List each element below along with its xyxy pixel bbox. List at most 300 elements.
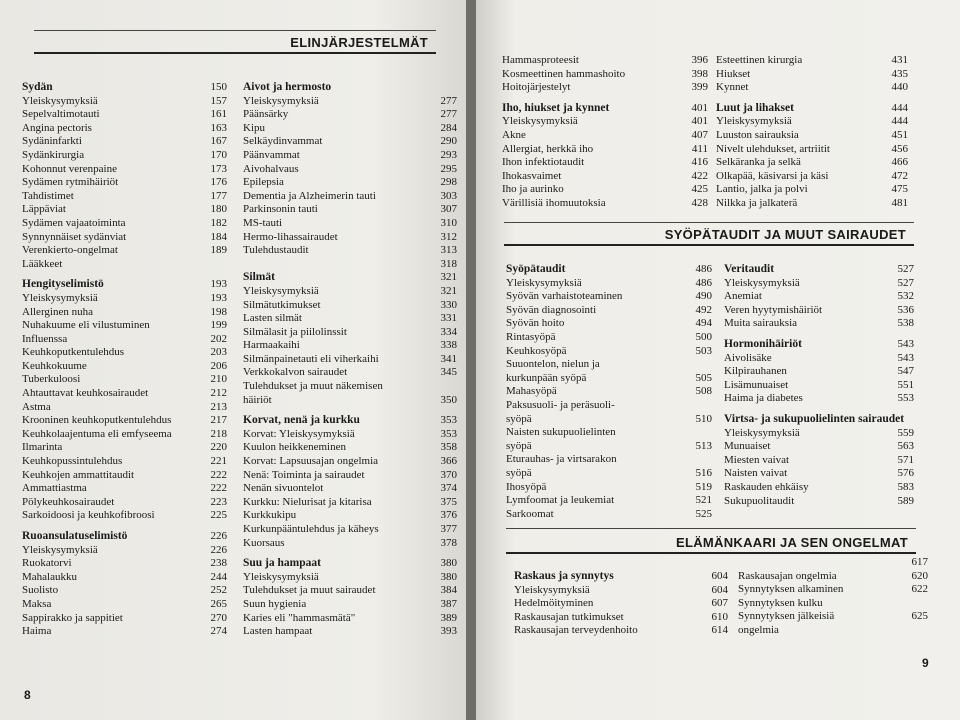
header-rule-top: [34, 30, 436, 31]
toc-entry: [724, 352, 914, 366]
toc-entry: [724, 454, 914, 468]
toc-column-right-top-1: [502, 54, 708, 211]
left-page: [0, 0, 468, 720]
entry-page-number: 331: [440, 312, 457, 325]
entry-label: Sepelvaltimotauti: [22, 108, 100, 121]
entry-page-number: 310: [440, 216, 457, 229]
spacer: [502, 95, 708, 102]
entry-label: Aivot ja hermosto: [243, 81, 332, 93]
entry-page-number: 440: [891, 81, 908, 94]
entry-label: Keuhkojen ammattitaudit: [22, 468, 135, 481]
toc-entry: [502, 156, 708, 170]
toc-entry: [514, 611, 728, 625]
toc-column-left-1: [22, 81, 227, 639]
entry-page-number: 199: [210, 319, 227, 332]
spacer: [243, 407, 457, 414]
entry-label: Harmaakaihi: [243, 339, 300, 352]
toc-entry: [243, 441, 457, 455]
entry-label: Karies eli "hammasmätä": [243, 611, 356, 624]
entry-page-number: 193: [210, 291, 227, 304]
entry-page-number: 604: [711, 583, 728, 596]
spacer: [22, 523, 227, 530]
entry-label: Keuhkoputkentulehdus: [22, 346, 125, 359]
toc-entry: [243, 244, 457, 258]
toc-entry: [724, 379, 914, 393]
toc-entry: [506, 481, 712, 495]
entry-label: Synnytyksen alkaminen: [738, 583, 844, 596]
toc-entry: [22, 306, 227, 320]
toc-column-cancer-2: [724, 263, 914, 508]
entry-page-number: 378: [440, 536, 457, 549]
toc-entry: [22, 469, 227, 483]
toc-entry: [22, 557, 227, 571]
toc-section-heading: [724, 263, 914, 277]
entry-page-number: 387: [440, 597, 457, 610]
entry-page-number: 532: [897, 290, 914, 303]
toc-entry: [243, 584, 457, 598]
toc-section-heading: [502, 102, 708, 116]
entry-page-number: [451, 380, 457, 394]
entry-label: Aivohalvaus: [243, 162, 299, 175]
toc-entry: [22, 571, 227, 585]
entry-page-number: 411: [691, 142, 708, 155]
entry-page-number: 519: [695, 480, 712, 493]
entry-page-number: 444: [891, 115, 908, 128]
toc-entry: [243, 380, 457, 394]
entry-label: Lisämunuaiset: [724, 378, 789, 391]
entry-label: Korvat, nenä ja kurkku: [243, 414, 360, 427]
entry-page-number: 218: [210, 427, 227, 440]
entry-page-number: 167: [210, 135, 227, 148]
entry-label: Nenä: Toiminta ja sairaudet: [243, 468, 365, 481]
entry-page-number: 508: [695, 385, 712, 398]
entry-label: Päänsärky: [243, 108, 289, 121]
toc-entry: [243, 469, 457, 483]
entry-label: kurkunpään syöpä: [506, 371, 587, 384]
entry-label: Lääkkeet: [22, 257, 63, 270]
toc-entry: [502, 68, 708, 82]
entry-page-number: 399: [691, 81, 708, 94]
entry-label: Veritaudit: [724, 263, 775, 275]
toc-entry: [243, 394, 457, 408]
entry-page-number: 298: [440, 176, 457, 189]
entry-page-number: 475: [891, 183, 908, 196]
entry-label: Suun hygienia: [243, 597, 307, 610]
toc-entry: [243, 203, 457, 217]
toc-entry: [724, 317, 914, 331]
entry-label: Luut ja lihakset: [716, 101, 794, 114]
entry-label: Silmätutkimukset: [243, 298, 321, 311]
entry-page-number: 396: [691, 54, 708, 66]
entry-label: Tulehdustaudit: [243, 244, 309, 257]
toc-entry: [243, 353, 457, 367]
entry-label: Mahalaukku: [22, 570, 77, 583]
entry-label: Yleiskysymyksiä: [502, 115, 578, 128]
entry-label: Korvat: Yleiskysymyksiä: [243, 427, 355, 440]
toc-entry: [716, 183, 908, 197]
toc-entry: [506, 440, 712, 454]
toc-entry: [22, 387, 227, 401]
entry-label: Yleiskysymyksiä: [243, 570, 319, 583]
toc-entry: [243, 176, 457, 190]
toc-entry: [738, 583, 928, 597]
entry-label: Keuhkolaajentuma eli emfyseema: [22, 427, 172, 440]
entry-page-number: 492: [695, 303, 712, 316]
toc-entry: [243, 625, 457, 639]
toc-entry: [22, 346, 227, 360]
entry-page-number: 472: [891, 169, 908, 182]
entry-label: Haima ja diabetes: [724, 392, 803, 405]
toc-entry: [22, 108, 227, 122]
entry-page-number: 177: [210, 189, 227, 202]
toc-entry: [243, 95, 457, 109]
toc-section-heading: [724, 413, 914, 427]
entry-label: Raskauden ehkäisy: [724, 480, 809, 493]
toc-entry: [22, 292, 227, 306]
toc-entry: [243, 217, 457, 231]
entry-label: Kohonnut verenpaine: [22, 162, 117, 175]
entry-page-number: 625: [911, 610, 928, 623]
toc-entry: [506, 385, 712, 399]
entry-page-number: 617: [911, 556, 928, 568]
entry-page-number: [922, 624, 928, 638]
entry-page-number: 290: [440, 135, 457, 148]
entry-label: Raskausajan terveydenhoito: [514, 624, 638, 637]
toc-entry: [506, 317, 712, 331]
entry-page-number: 583: [897, 480, 914, 493]
entry-label: Ihosyöpä: [506, 480, 547, 493]
entry-label: Lasten silmät: [243, 312, 302, 325]
entry-label: Lymfoomat ja leukemiat: [506, 494, 615, 507]
entry-page-number: 384: [440, 584, 457, 597]
entry-label: Verkkokalvon sairaudet: [243, 366, 348, 379]
entry-label: Tulehdukset ja muut näkemisen: [243, 380, 383, 393]
toc-entry: [243, 190, 457, 204]
entry-label: Yleiskysymyksiä: [243, 94, 319, 107]
toc-entry: [22, 333, 227, 347]
entry-page-number: [706, 399, 712, 413]
toc-entry: [22, 258, 227, 272]
entry-page-number: 284: [440, 121, 457, 134]
section-header-organ-systems: [34, 30, 436, 54]
entry-page-number: 620: [911, 569, 928, 582]
entry-label: Kurkku: Nielurisat ja kitarisa: [243, 495, 372, 508]
entry-page-number: 212: [210, 387, 227, 400]
entry-label: Yleiskysymyksiä: [22, 543, 98, 556]
entry-label: Naisten sukupuolielinten: [506, 426, 616, 439]
entry-label: Sarkoomat: [506, 507, 554, 520]
entry-page-number: 393: [440, 625, 457, 638]
toc-entry: [724, 440, 914, 454]
toc-entry: [724, 481, 914, 495]
entry-page-number: 252: [210, 584, 227, 597]
entry-label: Ihokasvaimet: [502, 169, 562, 182]
entry-page-number: 401: [691, 115, 708, 128]
entry-page-number: 198: [210, 305, 227, 318]
entry-label: Parkinsonin tauti: [243, 203, 318, 216]
entry-page-number: 614: [711, 624, 728, 637]
entry-page-number: 358: [440, 441, 457, 454]
entry-page-number: [451, 81, 457, 95]
toc-entry: [22, 244, 227, 258]
entry-label: Sydänkirurgia: [22, 148, 85, 161]
toc-entry: [22, 203, 227, 217]
entry-label: Värillisiä ihomuutoksia: [502, 196, 606, 209]
entry-page-number: 350: [440, 393, 457, 406]
entry-page-number: 203: [210, 346, 227, 359]
entry-label: Keuhkopussintulehdus: [22, 455, 123, 468]
entry-page-number: 223: [210, 495, 227, 508]
toc-entry: [506, 413, 712, 427]
toc-entry: [243, 258, 457, 272]
toc-entry: [22, 95, 227, 109]
entry-label: Allergiat, herkkä iho: [502, 142, 594, 155]
entry-label: Yleiskysymyksiä: [22, 291, 98, 304]
toc-entry: [22, 584, 227, 598]
toc-entry: [506, 290, 712, 304]
entry-page-number: 516: [695, 466, 712, 479]
toc-entry: [716, 54, 908, 68]
entry-label: Esteettinen kirurgia: [716, 54, 803, 66]
entry-label: Muita sairauksia: [724, 317, 798, 330]
entry-label: MS-tauti: [243, 216, 283, 229]
entry-page-number: 425: [691, 183, 708, 196]
spacer: [724, 331, 914, 338]
entry-page-number: 380: [440, 570, 457, 583]
entry-page-number: 525: [695, 507, 712, 520]
entry-label: Raskausajan ongelmia: [738, 569, 837, 582]
entry-page-number: 435: [891, 67, 908, 80]
toc-entry: [506, 494, 712, 508]
entry-label: Astma: [22, 400, 51, 413]
entry-label: Haima: [22, 625, 52, 638]
entry-label: Yleiskysymyksiä: [506, 276, 582, 289]
entry-label: Syövän hoito: [506, 317, 565, 330]
entry-label: Allerginen nuha: [22, 305, 93, 318]
toc-entry: [502, 129, 708, 143]
entry-page-number: 398: [691, 67, 708, 80]
toc-column-left-2: [243, 81, 457, 639]
entry-page-number: 375: [440, 495, 457, 508]
toc-entry: [716, 129, 908, 143]
entry-page-number: 510: [695, 412, 712, 425]
toc-entry: [738, 610, 928, 624]
entry-label: Rintasyöpä: [506, 330, 556, 343]
entry-page-number: 551: [897, 378, 914, 391]
entry-page-number: 189: [210, 244, 227, 257]
entry-page-number: 553: [897, 392, 914, 405]
entry-page-number: 377: [440, 523, 457, 535]
entry-label: Ammattiastma: [22, 482, 87, 495]
toc-entry: [724, 467, 914, 481]
toc-entry: [738, 570, 928, 584]
section-title: ELÄMÄNKAARI JA SEN ONGELMAT: [676, 535, 908, 550]
entry-page-number: 571: [897, 453, 914, 466]
entry-page-number: [706, 358, 712, 372]
entry-label: Virtsa- ja sukupuolielinten sairaudet: [724, 412, 905, 425]
entry-label: Kilpirauhanen: [724, 365, 787, 378]
toc-entry: [22, 176, 227, 190]
entry-page-number: 380: [440, 557, 457, 570]
toc-entry: [22, 612, 227, 626]
entry-page-number: 622: [911, 583, 928, 596]
entry-label: Luuston sairauksia: [716, 128, 799, 141]
entry-label: Korvat: Lapsuusajan ongelmia: [243, 455, 379, 468]
toc-entry: [724, 365, 914, 379]
entry-page-number: 334: [440, 325, 457, 338]
header-rule-bottom: [34, 52, 436, 54]
toc-entry: [22, 149, 227, 163]
entry-page-number: 222: [210, 482, 227, 495]
entry-label: Tahdistimet: [22, 189, 74, 202]
entry-page-number: 170: [210, 148, 227, 161]
entry-page-number: 444: [891, 101, 908, 114]
entry-page-number: 222: [210, 468, 227, 481]
entry-page-number: 150: [210, 81, 227, 93]
entry-label: syöpä: [506, 412, 532, 425]
section-title: SYÖPÄTAUDIT JA MUUT SAIRAUDET: [664, 227, 906, 242]
toc-entry: [502, 170, 708, 184]
toc-entry: [22, 135, 227, 149]
toc-column-right-top-2: [716, 54, 908, 211]
toc-entry: [243, 523, 457, 537]
entry-page-number: 238: [210, 557, 227, 570]
entry-page-number: [908, 413, 914, 427]
toc-entry: [243, 231, 457, 245]
toc-entry: [243, 496, 457, 510]
entry-label: syöpä: [506, 439, 532, 452]
toc-entry: [724, 290, 914, 304]
entry-page-number: 312: [440, 230, 457, 243]
toc-entry: [22, 373, 227, 387]
header-rule-bottom: [504, 244, 914, 246]
entry-page-number: 313: [440, 244, 457, 257]
toc-entry: [243, 339, 457, 353]
toc-entry: [243, 108, 457, 122]
spacer: [716, 95, 908, 102]
toc-entry: [502, 197, 708, 211]
toc-section-heading: [506, 263, 712, 277]
entry-page-number: 494: [695, 317, 712, 330]
entry-page-number: 451: [891, 128, 908, 141]
toc-entry: [243, 285, 457, 299]
entry-label: Kipu: [243, 121, 265, 134]
entry-label: Yleiskysymyksiä: [716, 115, 792, 128]
entry-page-number: 543: [897, 337, 914, 350]
entry-label: Hormonihäiriöt: [724, 337, 802, 350]
entry-page-number: 270: [210, 611, 227, 624]
entry-page-number: 401: [691, 101, 708, 114]
entry-page-number: [706, 426, 712, 440]
toc-entry: [243, 366, 457, 380]
entry-label: Kynnet: [716, 81, 749, 94]
toc-entry: [243, 149, 457, 163]
entry-label: Hoitojärjestelyt: [502, 81, 571, 94]
toc-entry: [738, 624, 928, 638]
entry-page-number: 307: [440, 203, 457, 216]
toc-entry: [243, 122, 457, 136]
entry-label: Nenän sivuontelot: [243, 482, 324, 495]
entry-page-number: 547: [897, 365, 914, 378]
entry-page-number: 407: [691, 128, 708, 141]
toc-entry: [22, 509, 227, 523]
entry-label: Ihon infektiotaudit: [502, 156, 585, 169]
entry-page-number: 527: [897, 263, 914, 275]
toc-section-heading: [22, 278, 227, 292]
toc-entry: [716, 68, 908, 82]
entry-page-number: 505: [695, 371, 712, 384]
entry-page-number: 341: [440, 352, 457, 365]
entry-page-number: 428: [691, 196, 708, 209]
entry-page-number: 543: [897, 351, 914, 364]
entry-label: Syöpätaudit: [506, 263, 566, 275]
entry-page-number: 182: [210, 216, 227, 229]
header-rule-bottom: [506, 552, 916, 554]
toc-column-life-1: [514, 570, 728, 638]
toc-entry: [506, 345, 712, 359]
entry-page-number: 490: [695, 290, 712, 303]
entry-label: Raskaus ja synnytys: [514, 570, 614, 582]
entry-page-number: 538: [897, 317, 914, 330]
toc-entry: [243, 299, 457, 313]
toc-section-heading: [716, 102, 908, 116]
entry-label: Maksa: [22, 597, 52, 610]
toc-entry: [716, 197, 908, 211]
entry-label: Sydäninfarkti: [22, 135, 82, 148]
entry-page-number: 338: [440, 339, 457, 352]
toc-entry: [243, 326, 457, 340]
toc-entry: [22, 217, 227, 231]
entry-page-number: 161: [210, 108, 227, 121]
entry-label: Ruokatorvi: [22, 557, 72, 570]
entry-label: Selkäydinvammat: [243, 135, 323, 148]
entry-label: Iho ja aurinko: [502, 183, 564, 196]
entry-label: Synnytyksen kulku: [738, 596, 823, 609]
entry-label: Yleiskysymyksiä: [514, 583, 590, 596]
entry-label: Dementia ja Alzheimerin tauti: [243, 189, 376, 202]
entry-label: Sukupuolitaudit: [724, 494, 795, 507]
toc-entry: [716, 156, 908, 170]
entry-label: Sydämen rytmihäiriöt: [22, 176, 119, 189]
toc-entry: [22, 544, 227, 558]
entry-label: ongelmia: [738, 623, 779, 636]
entry-page-number: 213: [210, 400, 227, 413]
entry-label: Miesten vaivat: [724, 453, 790, 466]
toc-entry: [502, 143, 708, 157]
entry-page-number: 180: [210, 203, 227, 216]
spacer: [22, 271, 227, 278]
entry-page-number: 210: [210, 373, 227, 386]
entry-label: Sappirakko ja sappitiet: [22, 611, 123, 624]
toc-entry: [243, 312, 457, 326]
toc-entry: [243, 598, 457, 612]
entry-label: Yleiskysymyksiä: [724, 276, 800, 289]
entry-label: Aivolisäke: [724, 351, 772, 364]
entry-page-number: 422: [691, 169, 708, 182]
toc-entry: [724, 304, 914, 318]
entry-page-number: 265: [210, 597, 227, 610]
entry-page-number: 184: [210, 230, 227, 243]
entry-label: häiriöt: [243, 393, 272, 406]
entry-page-number: 374: [440, 482, 457, 495]
entry-page-number: 274: [210, 625, 227, 638]
entry-page-number: 193: [210, 278, 227, 291]
entry-page-number: 366: [440, 455, 457, 468]
entry-page-number: 293: [440, 148, 457, 161]
toc-section-heading: [22, 530, 227, 544]
toc-column-cancer-1: [506, 263, 712, 521]
entry-label: Olkapää, käsivarsi ja käsi: [716, 169, 829, 182]
